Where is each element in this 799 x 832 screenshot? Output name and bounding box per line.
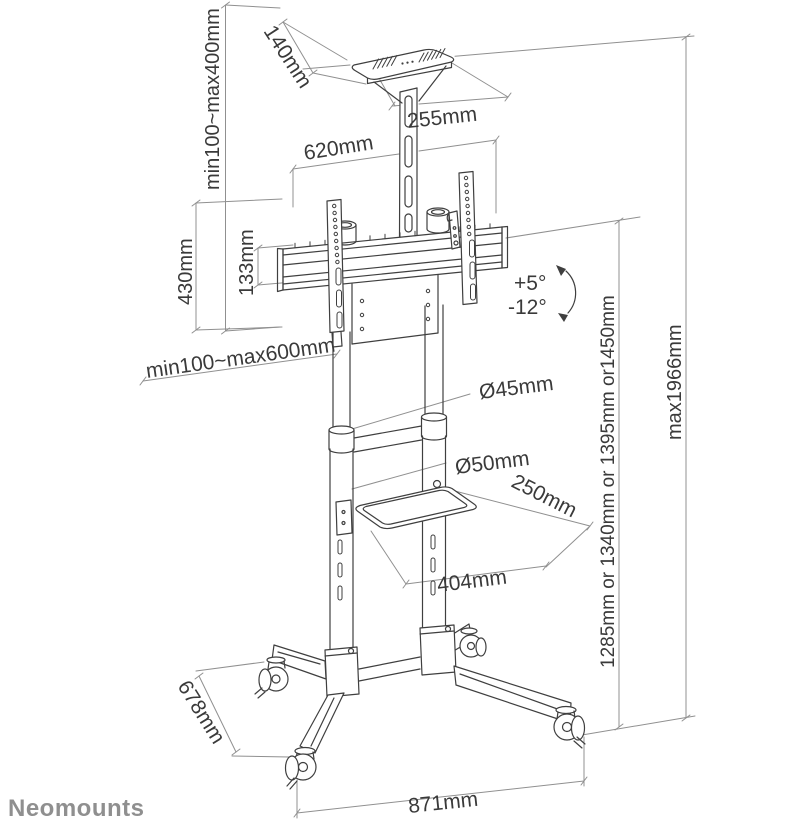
label-base-width: 871mm [407, 787, 480, 818]
caster-front-left [286, 748, 317, 790]
label-lower-pole-diameter: Ø50mm [453, 447, 531, 479]
tilt-arrow-up [556, 265, 566, 276]
leg-front-right [454, 666, 571, 723]
label-base-depth: 678mm [172, 676, 230, 749]
label-tray-height-range: min100~max400mm [202, 8, 224, 190]
dim-upper-pole-leader [352, 394, 470, 429]
caster-rear-right [460, 628, 486, 657]
label-rail-height: 133mm [236, 229, 258, 296]
label-shelf-width: 404mm [435, 565, 509, 597]
label-shelf-depth: 250mm [507, 469, 581, 523]
label-tray-depth: 140mm [258, 21, 317, 93]
locking-knob-right [427, 208, 449, 233]
label-mount-height: 430mm [175, 238, 197, 305]
label-tray-width: 255mm [406, 102, 479, 133]
leg-front-left [300, 693, 344, 753]
label-vesa-range: min100~max600mm [144, 333, 337, 383]
pole-collar-right [422, 413, 447, 440]
caster-front-right [554, 707, 585, 749]
base-tie-bar [359, 657, 420, 681]
label-tilt-up: +5° [514, 272, 547, 295]
utility-shelf [336, 481, 476, 536]
base [255, 624, 585, 789]
vesa-rail-right [447, 172, 477, 305]
base-hub-right [420, 625, 456, 675]
label-upper-pole-diameter: Ø45mm [477, 372, 555, 404]
brand-logo: Neomounts [8, 795, 145, 822]
column-cross-member [354, 426, 422, 452]
tilt-arrow-down [558, 313, 568, 322]
vesa-rail-left [327, 200, 344, 348]
dim-lower-pole-leader [352, 463, 446, 489]
base-hub-left [325, 647, 359, 697]
label-mount-width: 620mm [302, 131, 375, 165]
label-max-height: max1966mm [664, 324, 686, 440]
column-upper-poles [333, 305, 443, 428]
pole-collar-left [329, 426, 354, 453]
label-tilt-down: -12° [508, 296, 547, 319]
tilt-arc [556, 265, 576, 322]
label-column-heights: 1285mm or 1340mm or 1395mm or1450mm [598, 295, 619, 668]
camera-tray [352, 49, 453, 104]
shelf-clamp [336, 500, 352, 535]
